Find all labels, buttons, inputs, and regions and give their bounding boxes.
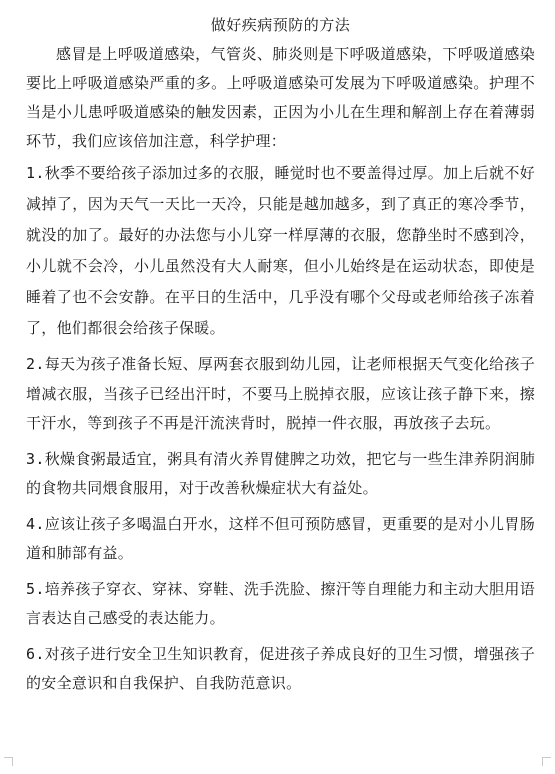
item-number: 3. (26, 449, 45, 468)
item-text: 每天为孩子准备长短、厚两套衣服到幼儿园，让老师根据天气变化给孩子增减衣服，当孩子已经出汗时，不要马上脱掉衣服，应该让孩子静下来，擦干汗水，等到孩子不再是汗流浃背时，脱掉一件衣服，再放孩子去玩。 (26, 355, 535, 432)
item-number: 2. (26, 355, 45, 373)
item-text: 秋燥食粥最适宜，粥具有清火养胃健脾之功效，把它与一些生津养阴润肺的食物共同煨食服用，对于改善秋燥症状大有益处。 (26, 449, 535, 497)
document-title: 做好疾病预防的方法 (210, 16, 351, 34)
item-text: 应该让孩子多喝温白开水，这样不但可预防感冒，更重要的是对小儿胃肠道和肺部有益。 (26, 514, 535, 562)
page-corner-mark (542, 757, 551, 766)
item-text: 培养孩子穿衣、穿袜、穿鞋、洗手洗脸、擦汗等自理能力和主动大胆用语言表达自己感受的表达能力。 (26, 579, 535, 627)
list-item (26, 575, 535, 634)
list-item (26, 510, 535, 569)
item-number: 4. (26, 514, 45, 533)
list-item (26, 640, 535, 699)
item-number: 6. (26, 644, 45, 663)
item-number: 5. (26, 579, 45, 598)
intro-paragraph: 感冒是上呼吸道感染，气管炎、肺炎则是下呼吸道感染，下呼吸道感染要比上呼吸道感染严重的多。上呼吸道感染可发展为下呼吸道感染。护理不当是小儿患呼吸道感染的触发因素，正因为小儿在生理和解剖上存在着薄弱环节，我们应该倍加注意，科学护理： (26, 45, 535, 150)
item-number: 1. (26, 164, 45, 182)
list-item (26, 445, 535, 504)
page-corner-mark (4, 757, 13, 766)
item-text: 对孩子进行安全卫生知识教育，促进孩子养成良好的卫生习惯，增强孩子的安全意识和自我保护、自我防范意识。 (26, 644, 535, 692)
item-text: 秋季不要给孩子添加过多的衣服，睡觉时也不要盖得过厚。加上后就不好减掉了，因为天气一天比一天冷，只能是越加越多，到了真正的寒冷季节，就没的加了。最好的办法您与小儿穿一样厚薄的衣服，您静坐时不感到冷，小儿就不会冷，小儿虽然没有大人耐寒，但小儿始终是在运动状态，即使是睡着了也不会安静。在平日的生活中，几乎没有哪个父母或老师给孩子冻着了，他们都很会给孩子保暖。 (26, 164, 535, 337)
list-item (26, 350, 535, 439)
list-item (26, 158, 535, 344)
